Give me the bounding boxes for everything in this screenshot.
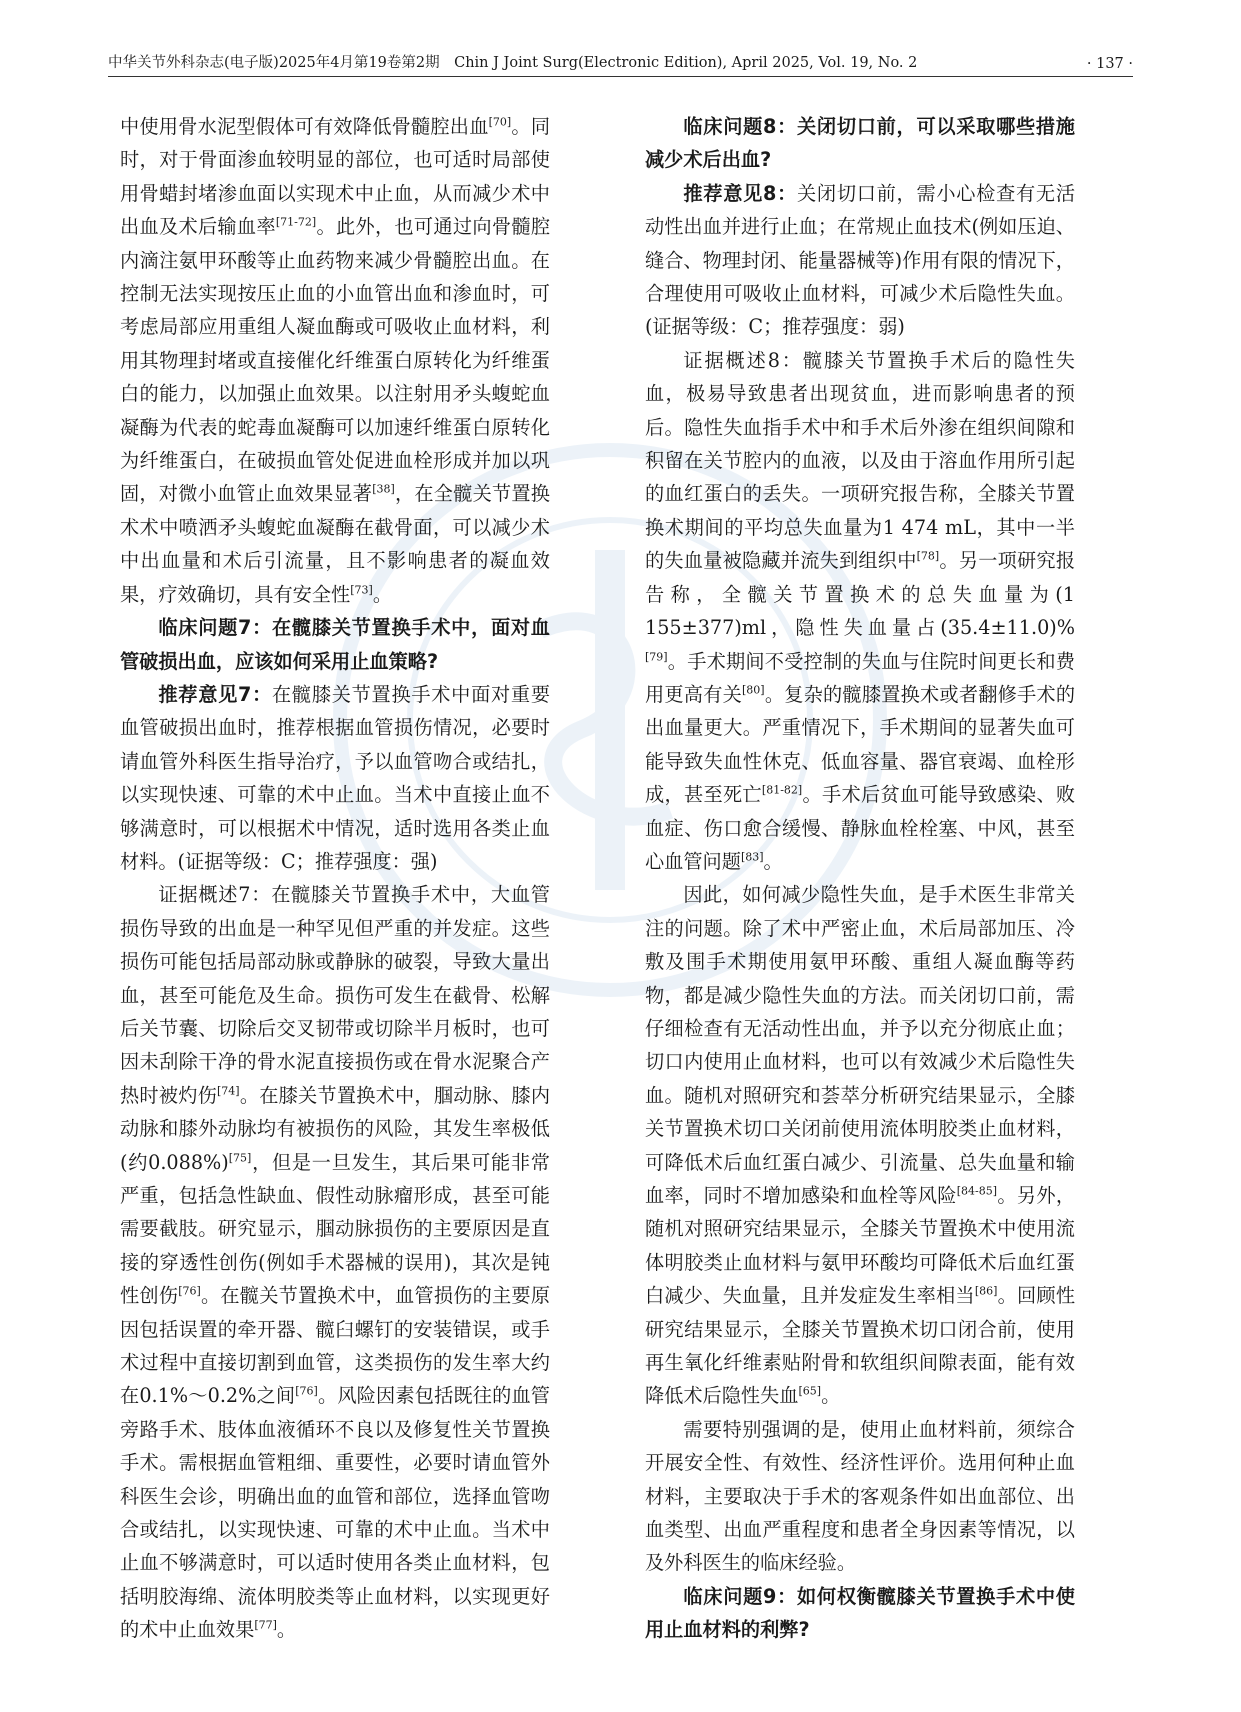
evidence-summary-8: 证据概述8：髋膝关节置换手术后的隐性失血，极易导致患者出现贫血，进而影响患者的预后。隐性失血指手术中和手术后外渗在组织间隙和积留在关节腔内的血液，以及由于溶血作用所引起的血红蛋白的丢失。一项研究报告称，全膝关节置换术期间的平均总失血量为1 474 mL，其中一半的失血量被隐藏并流失到组织中[78]。另一项研究报告称，全髋关节置换术的总失血量为(1 155±377)ml，隐性失血量占(35.4±11.0)%[79]。手术期间不受控制的失血与住院时间更长和费用更高有关[80]。复杂的髋膝置换术或者翻修手术的出血量更大。严重情况下，手术期间的显著失血可能导致失血性休克、低血容量、器官衰竭、血栓形成，甚至死亡[81-82]。手术后贫血可能导致感染、败血症、伤口愈合缓慢、静脉血栓栓塞、中风，甚至心血管问题[83]。 xyxy=(645,348,1076,873)
recommendation-8: 推荐意见8：关闭切口前，需小心检查有无活动性出血并进行止血；在常规止血技术(例如压迫、缝合、物理封闭、能量器械等)作用有限的情况下，合理使用可吸收止血材料，可减少术后隐性失血。(证据等级：C；推荐强度：弱) xyxy=(645,181,1076,339)
header-rule xyxy=(108,76,1133,77)
clinical-question-9: 临床问题9：如何权衡髋膝关节置换手术中使用止血材料的利弊? xyxy=(645,1584,1075,1642)
recommendation-7: 推荐意见7：在髋膝关节置换手术中面对重要血管破损出血时，推荐根据血管损伤情况，必要时请血管外科医生指导治疗，予以血管吻合或结扎，以实现快速、可靠的术中止血。当术中直接止血不够满意时，可以根据术中情况，适时选用各类止血材料。(证据等级：C；推荐强度：强) xyxy=(120,682,551,873)
paragraph-hidden-blood-loss: 因此，如何减少隐性失血，是手术医生非常关注的问题。除了术中严密止血，术后局部加压、冷敷及围手术期使用氨甲环酸、重组人凝血酶等药物，都是减少隐性失血的方法。而关闭切口前，需仔细检查有无活动性出血，并予以充分彻底止血；切口内使用止血材料，也可以有效减少术后隐性失血。随机对照研究和荟萃分析研究结果显示，全膝关节置换术切口关闭前使用流体明胶类止血材料，可降低术后血红蛋白减少、引流量、总失血量和输血率，同时不增加感染和血栓等风险[84-85]。另外，随机对照研究结果显示，全膝关节置换术中使用流体明胶类止血材料与氨甲环酸均可降低术后血红蛋白减少、失血量，且并发症发生率相当[86]。回顾性研究结果显示，全膝关节置换术切口闭合前，使用再生氧化纤维素贴附骨和软组织间隙表面，能有效降低术后隐性失血[65]。 xyxy=(645,883,1076,1408)
clinical-question-8: 临床问题8：关闭切口前，可以采取哪些措施减少术后出血? xyxy=(645,115,1075,172)
running-header xyxy=(108,44,1133,72)
paragraph-material-evaluation: 需要特别强调的是，使用止血材料前，须综合开展安全性、有效性、经济性评价。选用何种止血材料，主要取决于手术的客观条件如出血部位、出血类型、出血严重程度和患者全身因素等情况，以及外科医生的临床经验。 xyxy=(645,1417,1075,1575)
right-column xyxy=(645,110,1075,1647)
left-column xyxy=(120,110,550,1647)
page-number: · 137 · xyxy=(1086,56,1133,72)
evidence-summary-7: 证据概述7：在髋膝关节置换手术中，大血管损伤导致的出血是一种罕见但严重的并发症。这些损伤可能包括局部动脉或静脉的破裂，导致大量出血，甚至可能危及生命。损伤可发生在截骨、松解后关节囊、切除后交叉韧带或切除半月板时，也可因未刮除干净的骨水泥直接损伤或在骨水泥聚合产热时被灼伤[74]。在膝关节置换术中，腘动脉、膝内动脉和膝外动脉均有被损伤的风险，其发生率极低(约0.088%)[75]，但是一旦发生，其后果可能非常严重，包括急性缺血、假性动脉瘤形成，甚至可能需要截肢。研究显示，腘动脉损伤的主要原因是直接的穿透性创伤(例如手术器械的误用)，其次是钝性创伤[76]。在髋关节置换术中，血管损伤的主要原因包括误置的牵开器、髋臼螺钉的安装错误，或手术过程中直接切割到血管，这类损伤的发生率大约在0.1%～0.2%之间[76]。风险因素包括既往的血管旁路手术、肢体血液循环不良以及修复性关节置换手术。需根据血管粗细、重要性，必要时请血管外科医生会诊，明确出血的血管和部位，选择血管吻合或结扎，以实现快速、可靠的术中止血。当术中止血不够满意时，可以适时使用各类止血材料，包括明胶海绵、流体明胶类等止血材料，以实现更好的术中止血效果[77]。 xyxy=(120,883,551,1642)
clinical-question-7: 临床问题7：在髋膝关节置换手术中，面对血管破损出血，应该如何采用止血策略? xyxy=(120,616,550,673)
paragraph-continuation: 中使用骨水泥型假体可有效降低骨髓腔出血[70]。同时，对于骨面渗血较明显的部位，也可适时局部使用骨蜡封堵渗血面以实现术中止血，从而减少术中出血及术后输血率[71-72]。此外，也可通过向骨髓腔内滴注氨甲环酸等止血药物来减少骨髓腔出血。在控制无法实现按压止血的小血管出血和渗血时，可考虑局部应用重组人凝血酶或可吸收止血材料，利用其物理封堵或直接催化纤维蛋白原转化为纤维蛋白的能力，以加强止血效果。以注射用矛头蝮蛇血凝酶为代表的蛇毒血凝酶可以加速纤维蛋白原转化为纤维蛋白，在破损血管处促进血栓形成并加以巩固，对微小血管止血效果显著[38]，在全髋关节置换术术中喷洒矛头蝮蛇血凝酶在截骨面，可以减少术中出血量和术后引流量，且不影响患者的凝血效果，疗效确切，具有安全性[73]。 xyxy=(120,115,551,606)
journal-citation: 中华关节外科杂志(电子版)2025年4月第19卷第2期 Chin J Joint Surg(Electronic Edition), April 2025, Vol. 19, No. 2 xyxy=(108,55,918,71)
